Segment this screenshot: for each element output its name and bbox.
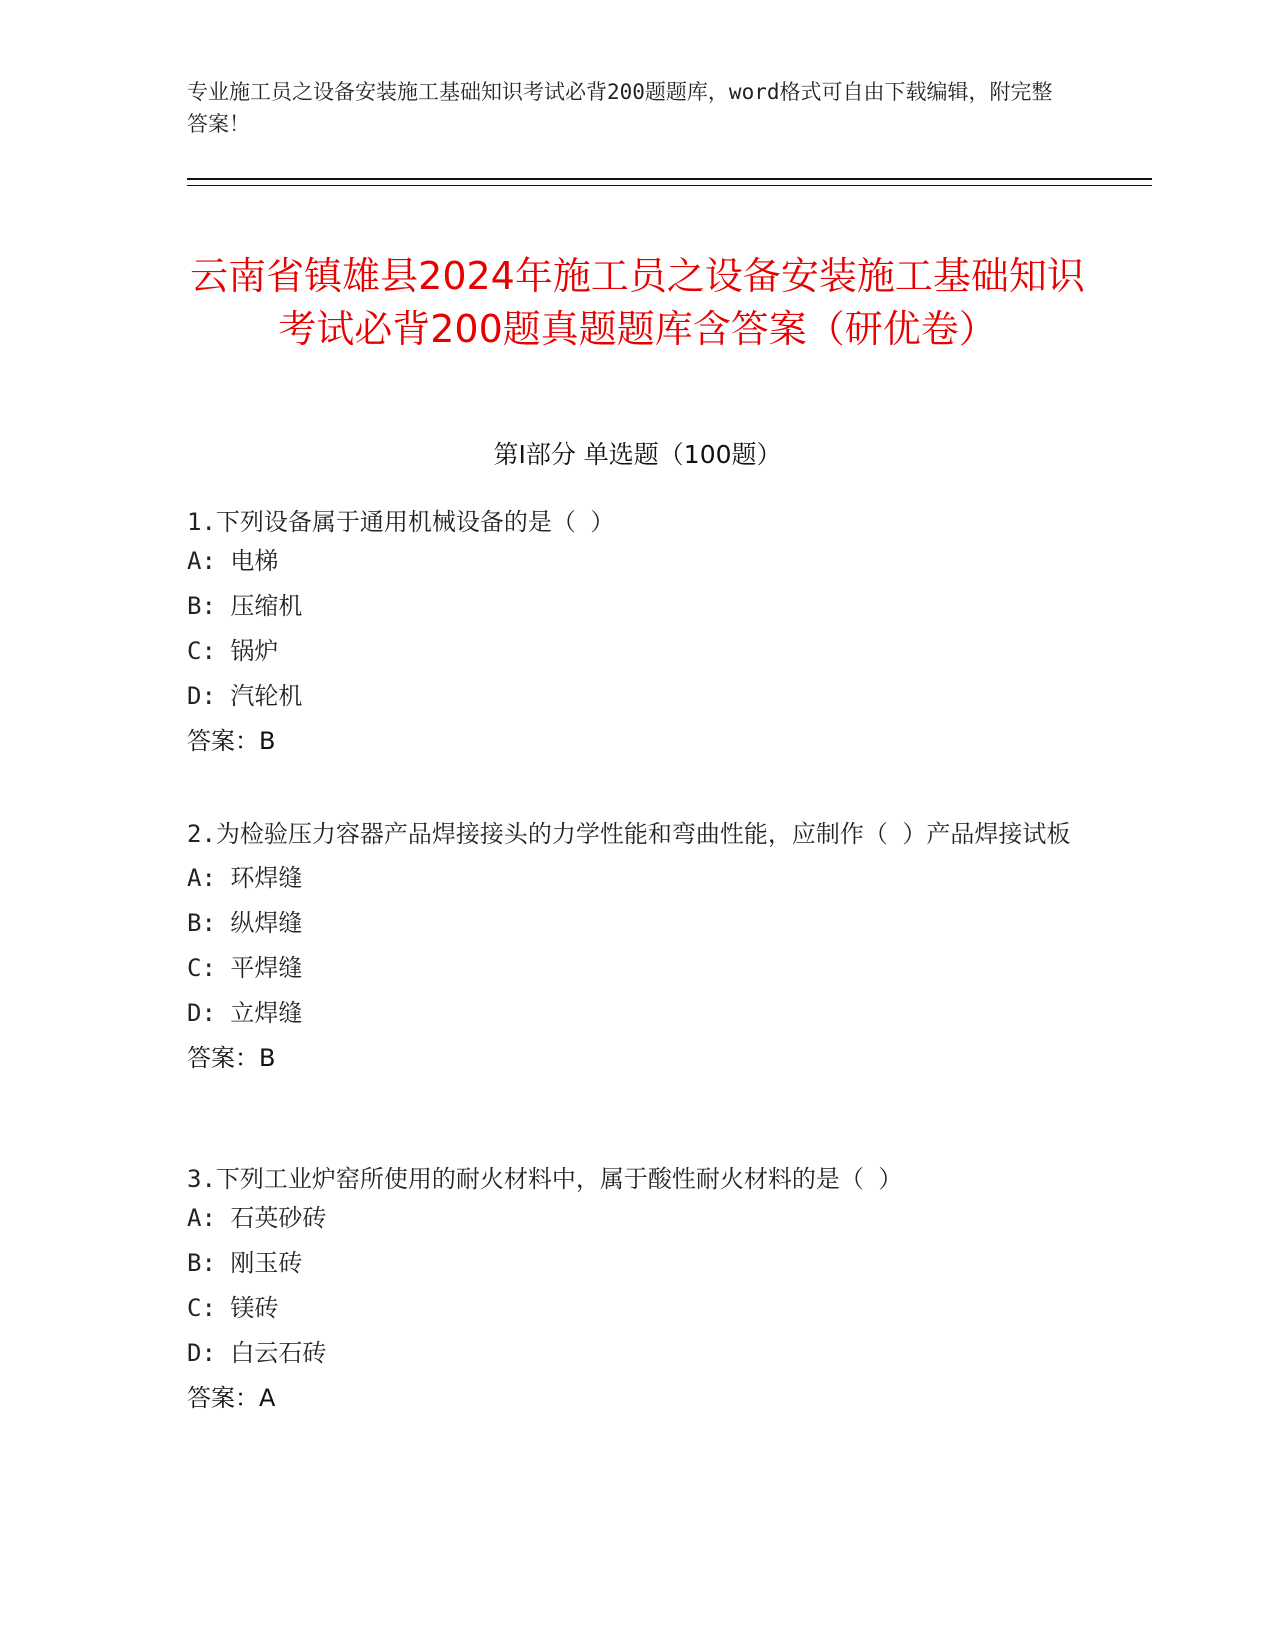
option-c: C: 镁砖: [187, 1294, 279, 1322]
header-divider-thin: [187, 185, 1152, 186]
option-d: D: 汽轮机: [187, 682, 303, 710]
option-a: A: 石英砂砖: [187, 1204, 327, 1232]
option-b: B: 纵焊缝: [187, 909, 303, 937]
header-note: 专业施工员之设备安装施工基础知识考试必背200题题库，word格式可自由下载编辑，附完整答案！: [187, 80, 1053, 136]
answer: 答案：B: [187, 1044, 276, 1072]
option-c: C: 平焊缝: [187, 954, 303, 982]
option-a: A: 电梯: [187, 547, 279, 575]
option-c: C: 锅炉: [187, 637, 279, 665]
question-3: [187, 1162, 1087, 1421]
option-b: B: 压缩机: [187, 592, 303, 620]
option-a: A: 环焊缝: [187, 864, 303, 892]
header-divider-thick: [187, 178, 1152, 180]
option-d: D: 白云石砖: [187, 1339, 327, 1367]
question-stem: 2.为检验压力容器产品焊接接头的力学性能和弯曲性能，应制作（ ）产品焊接试板: [187, 820, 1071, 848]
option-d: D: 立焊缝: [187, 999, 303, 1027]
question-stem: 3.下列工业炉窑所使用的耐火材料中，属于酸性耐火材料的是（ ）: [187, 1165, 903, 1193]
question-stem: 1.下列设备属于通用机械设备的是（ ）: [187, 508, 615, 536]
question-1: [187, 505, 1087, 764]
section-title: 第Ⅰ部分 单选题（100题）: [493, 440, 782, 469]
option-b: B: 刚玉砖: [187, 1249, 303, 1277]
document-title: 云南省镇雄县2024年施工员之设备安装施工基础知识考试必背200题真题题库含答案（研优卷）: [190, 254, 1085, 352]
answer: 答案：B: [187, 727, 276, 755]
answer: 答案：A: [187, 1384, 276, 1412]
question-2: [187, 812, 1087, 1081]
